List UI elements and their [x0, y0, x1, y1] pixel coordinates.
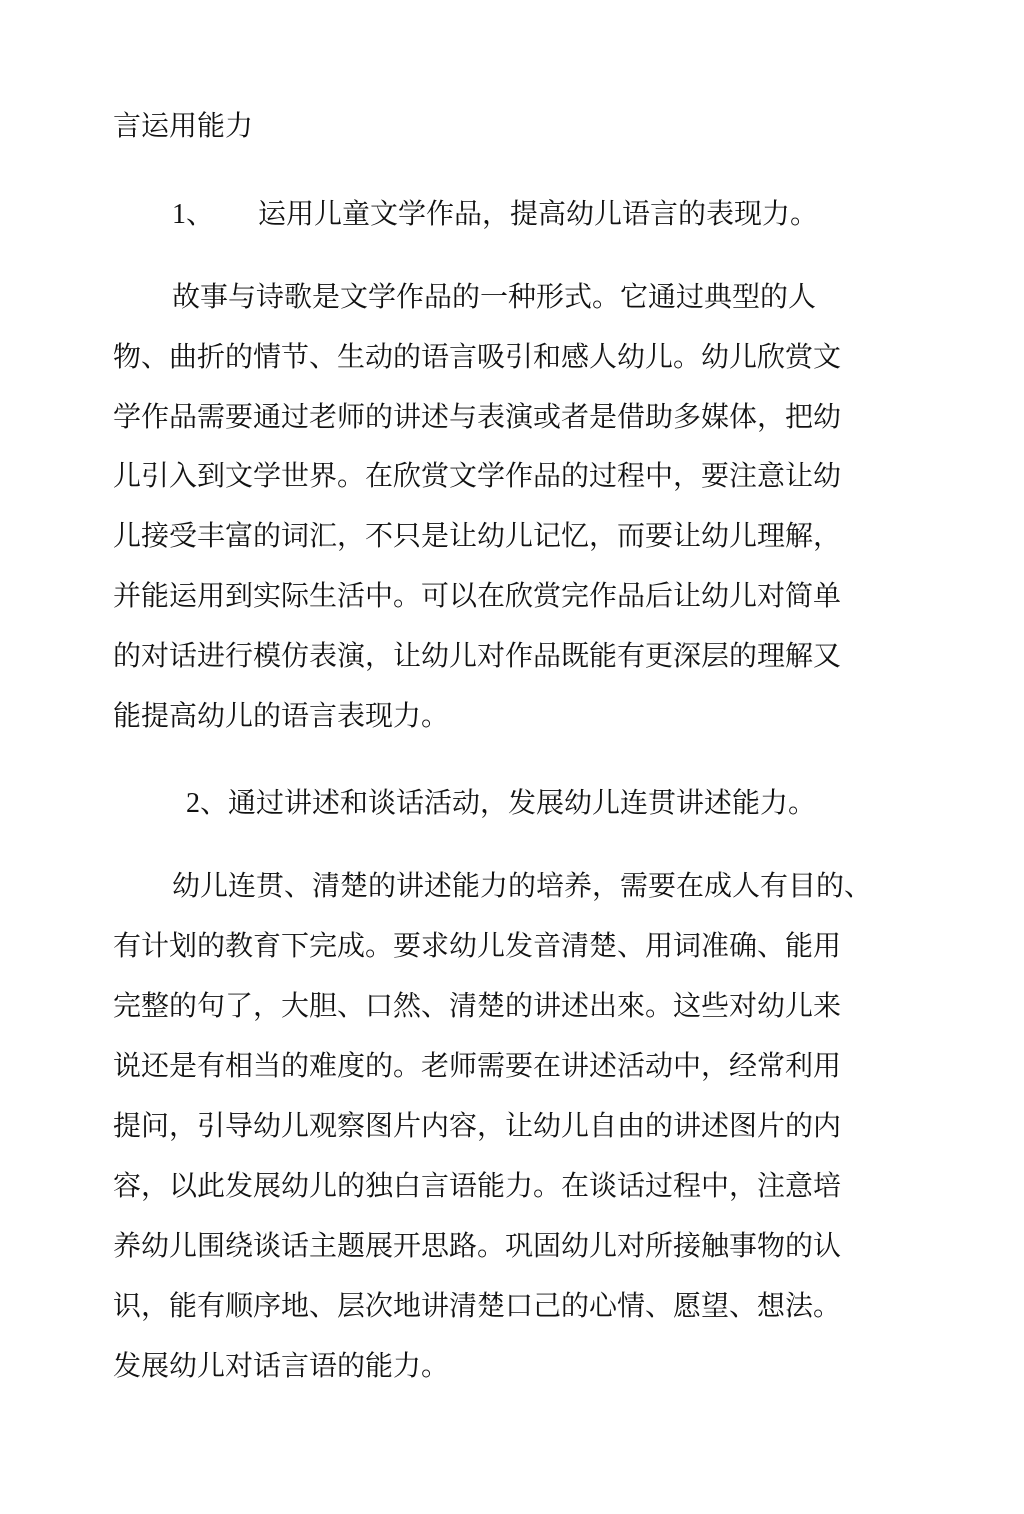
heading-text: 运用儿童文学作品，提高幼儿语言的表现力。: [258, 197, 819, 230]
paragraph-line: 学作品需要通过老师的讲述与表演或者是借助多媒体，把幼: [113, 400, 842, 433]
text-line: 言运用能力: [113, 109, 254, 142]
heading-number: 1、: [172, 199, 215, 230]
paragraph-line: 容，以此发展幼儿的独白言语能力。在谈话过程中，注意培: [113, 1169, 842, 1202]
paragraph-line: 识，能有顺序地、层次地讲清楚口己的心情、愿望、想法。: [113, 1289, 842, 1322]
paragraph-line: 养幼儿围绕谈话主题展开思路。巩固幼儿对所接触事物的认: [113, 1229, 842, 1262]
paragraph-line: 说还是有相当的难度的。老师需要在讲述活动中，经常利用: [113, 1049, 842, 1082]
section-heading-2: [186, 783, 816, 823]
paragraph-line: 并能运用到实际生活中。可以在欣赏完作品后让幼儿对简单: [113, 579, 842, 612]
paragraph-line: 物、曲折的情节、生动的语言吸引和感人幼儿。幼儿欣赏文: [113, 340, 842, 373]
paragraph-line: 发展幼儿对话言语的能力。: [113, 1349, 450, 1382]
heading-text: 、通过讲述和谈话活动，发展幼儿连贯讲述能力。: [200, 786, 817, 819]
paragraph-line: 故事与诗歌是文学作品的一种形式。它通过典型的人: [172, 280, 817, 313]
paragraph-line: 提问，引导幼儿观察图片内容，让幼儿自由的讲述图片的内: [113, 1109, 842, 1142]
paragraph-line: 完整的句了，大胆、口然、清楚的讲述出來。这些对幼儿来: [113, 989, 842, 1022]
paragraph-line: 能提高幼儿的语言表现力。: [113, 699, 450, 732]
paragraph-line: 有计划的教育下完成。要求幼儿发音清楚、用词准确、能用: [113, 929, 842, 962]
heading-number: 2: [186, 788, 200, 819]
paragraph-line: 的对话进行模仿表演，让幼儿对作品既能有更深层的理解又: [113, 639, 842, 672]
paragraph-line: 儿接受丰富的词汇，不只是让幼儿记忆，而要让幼儿理解，: [113, 519, 842, 552]
section-heading-1: [172, 194, 818, 234]
paragraph-line: 儿引入到文学世界。在欣赏文学作品的过程中，要注意让幼: [113, 459, 842, 492]
paragraph-line: 幼儿连贯、清楚的讲述能力的培养，需要在成人有目的、: [172, 869, 873, 902]
